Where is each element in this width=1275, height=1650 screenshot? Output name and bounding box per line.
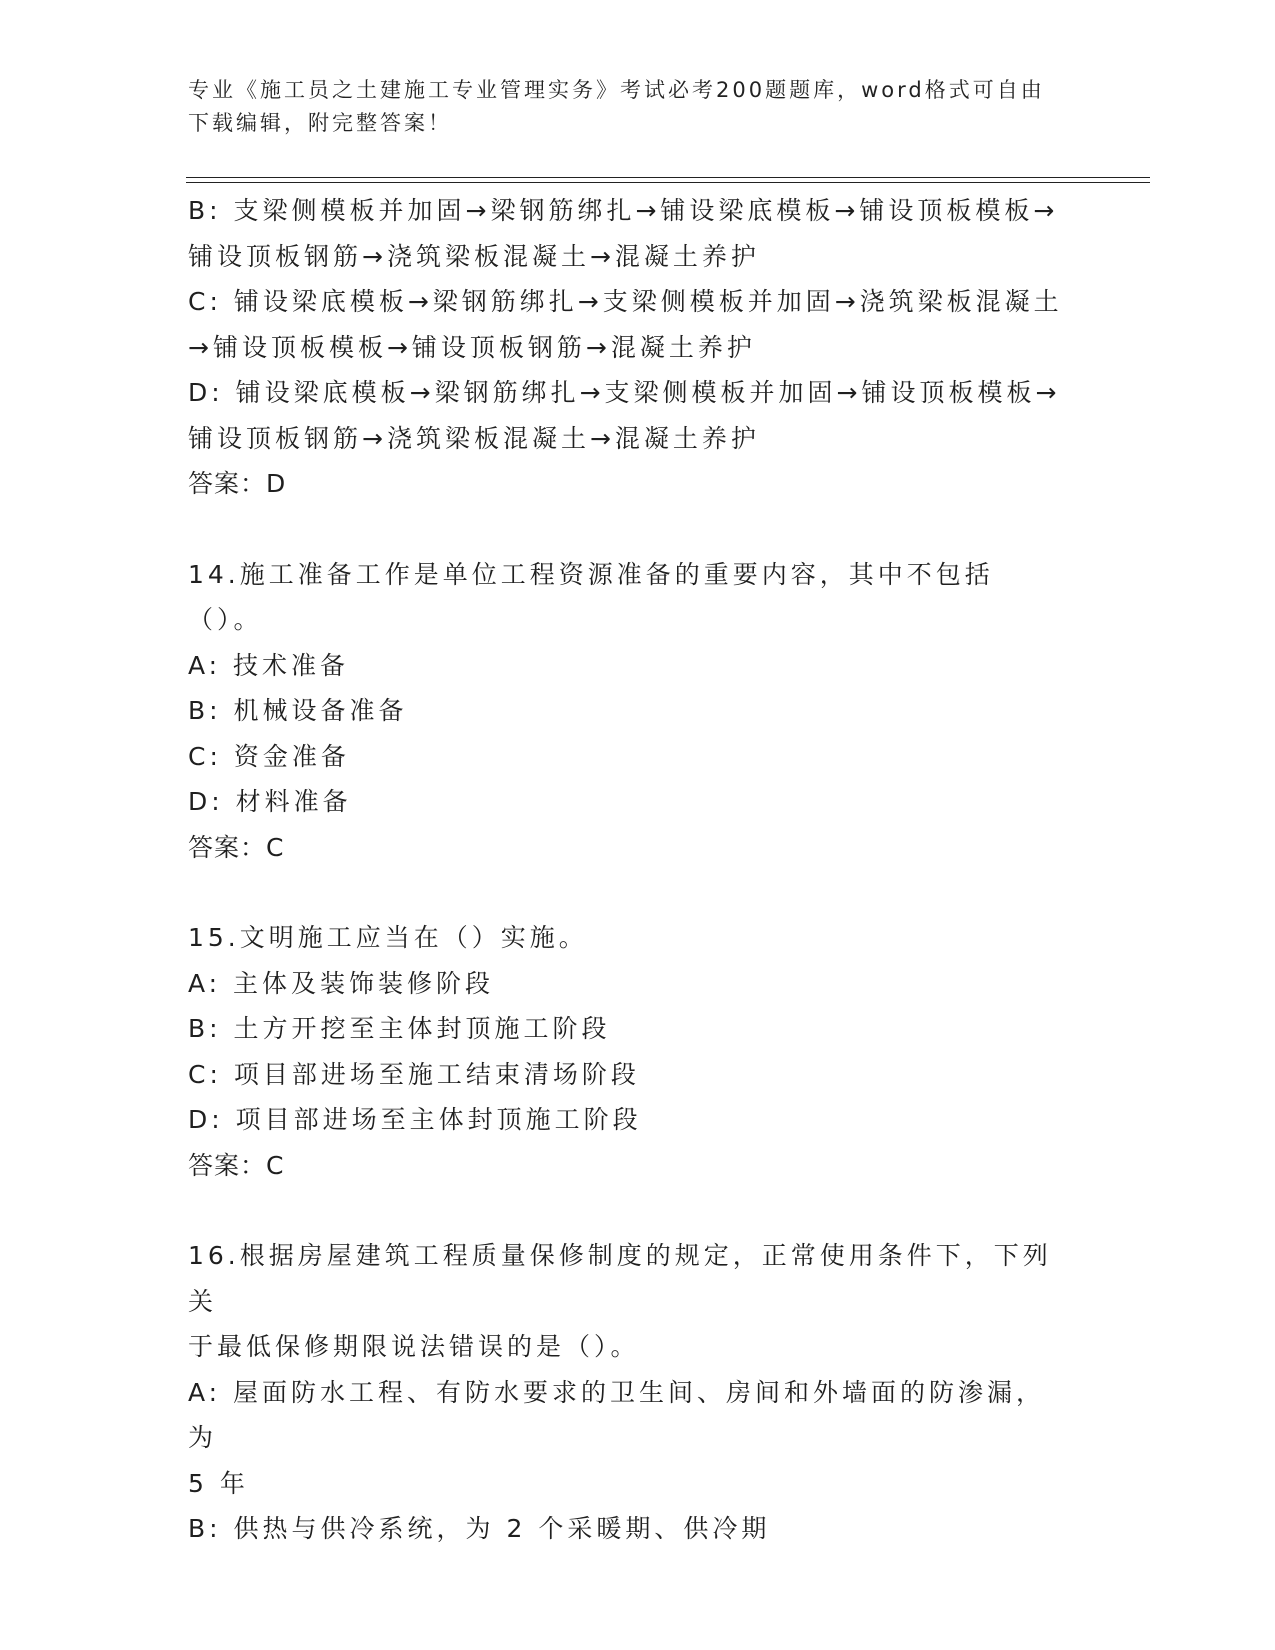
- spacer: [188, 507, 1068, 552]
- option-d-line-2: 铺设顶板钢筋→浇筑梁板混凝土→混凝土养护: [188, 423, 760, 453]
- answer-13: 答案：D: [188, 469, 287, 498]
- question-15-option-a: A: 主体及装饰装修阶段: [188, 968, 495, 998]
- header-rule-bottom: [186, 182, 1150, 183]
- option-b-line-2: 铺设顶板钢筋→浇筑梁板混凝土→混凝土养护: [188, 241, 760, 271]
- question-13-continued: [188, 188, 1068, 507]
- question-16-option-b: B: 供热与供冷系统，为 2 个采暖期、供冷期: [188, 1514, 771, 1543]
- option-c-line-1: C: 铺设梁底模板→梁钢筋绑扎→支梁侧模板并加固→浇筑梁板混凝土: [188, 287, 1063, 316]
- document-header: [188, 74, 1068, 140]
- question-16-option-a-line-1: A: 屋面防水工程、有防水要求的卫生间、房间和外墙面的防渗漏，为: [188, 1377, 1046, 1452]
- question-14-option-a: A: 技术准备: [188, 650, 350, 680]
- question-15-option-d: D: 项目部进场至主体封顶施工阶段: [188, 1105, 642, 1134]
- answer-15: 答案：C: [188, 1150, 285, 1180]
- question-14-text: 14.施工准备工作是单位工程资源准备的重要内容，其中不包括（）。: [188, 559, 994, 634]
- question-15-text: 15.文明施工应当在（）实施。: [188, 923, 588, 952]
- spacer: [188, 870, 1068, 915]
- question-16-option-a-line-2: 5 年: [188, 1468, 249, 1498]
- question-16: [188, 1233, 1068, 1552]
- question-14-option-c: C: 资金准备: [188, 741, 350, 771]
- answer-14: 答案：C: [188, 832, 285, 862]
- header-line-2: 下载编辑，附完整答案！: [188, 111, 452, 135]
- option-c-line-2: →铺设顶板模板→铺设顶板钢筋→混凝土养护: [188, 332, 756, 362]
- question-14: [188, 552, 1068, 871]
- header-rule-top: [186, 177, 1150, 178]
- option-d-line-1: D: 铺设梁底模板→梁钢筋绑扎→支梁侧模板并加固→铺设顶板模板→: [188, 378, 1061, 407]
- question-16-text-line-2: 于最低保修期限说法错误的是（）。: [188, 1332, 640, 1361]
- header-line-1: 专业《施工员之土建施工专业管理实务》考试必考200题题库，word格式可自由: [188, 78, 1045, 102]
- spacer: [188, 1188, 1068, 1233]
- question-14-option-d: D: 材料准备: [188, 787, 352, 816]
- question-15-option-c: C: 项目部进场至施工结束清场阶段: [188, 1059, 640, 1089]
- question-15: [188, 915, 1068, 1188]
- question-14-option-b: B: 机械设备准备: [188, 696, 408, 725]
- question-15-option-b: B: 土方开挖至主体封顶施工阶段: [188, 1014, 611, 1043]
- option-b-line-1: B: 支梁侧模板并加固→梁钢筋绑扎→铺设梁底模板→铺设顶板模板→: [188, 196, 1059, 225]
- question-content: [188, 188, 1068, 1552]
- question-16-text-line-1: 16.根据房屋建筑工程质量保修制度的规定，正常使用条件下，下列关: [188, 1241, 1052, 1316]
